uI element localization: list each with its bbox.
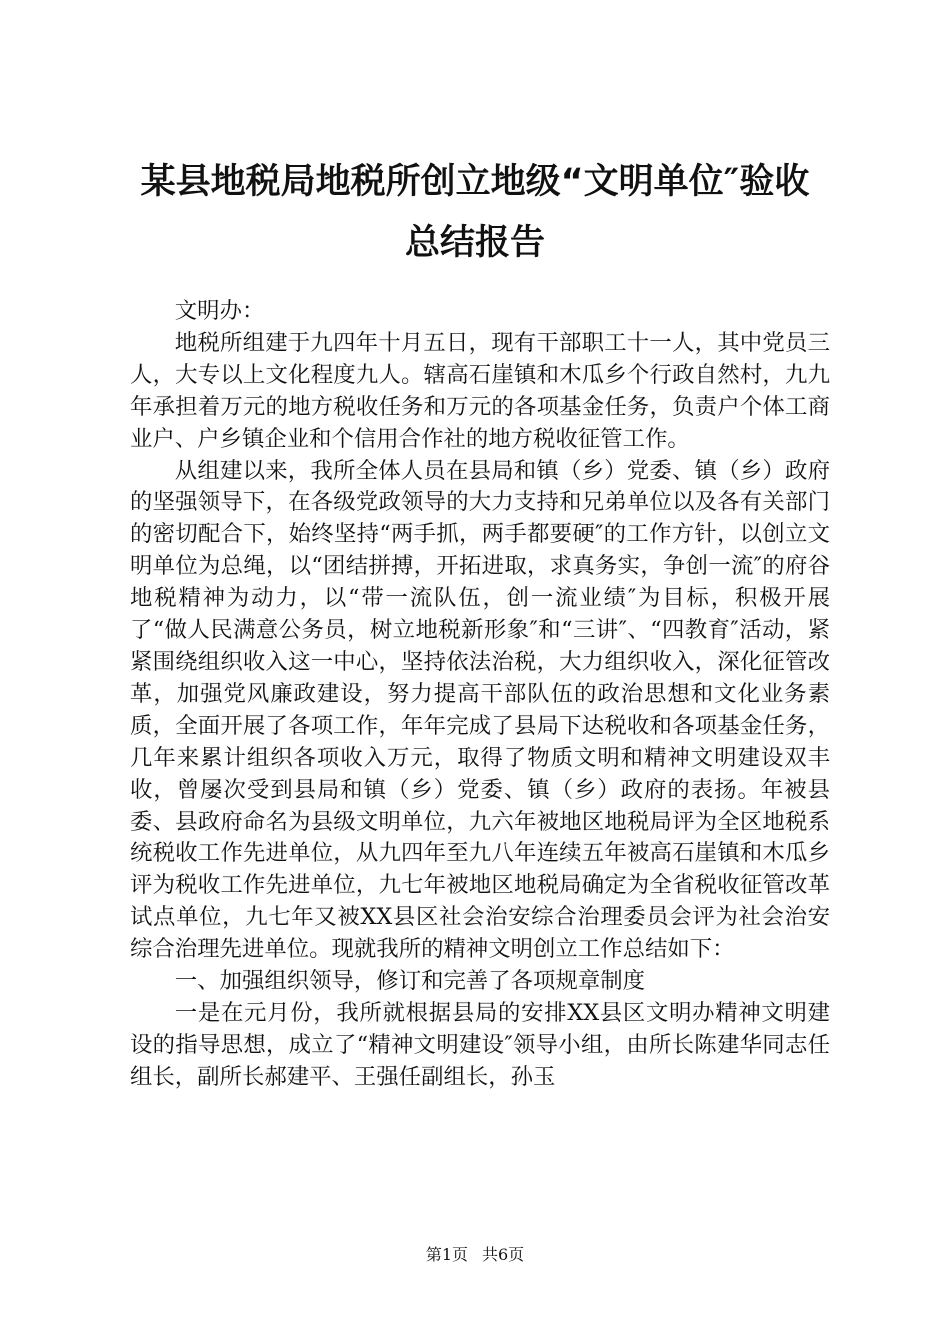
paragraph-2: 从组建以来，我所全体人员在县局和镇（乡）党委、镇（乡）政府的坚强领导下，在各级党政领导的大力支持和兄弟单位以及各有关部门的密切配合下，始终坚持“两手抓，两手都要硬″的工作方针，以创立文明单位为总绳，以“团结拼搏，开拓进取，求真务实，争创一流″的府谷地税精神为动力，以“带一流队伍，创一流业绩″为目标，积极开展了“做人民满意公务员，树立地税新形象″和“三讲″、“四教育″活动，紧紧围绕组织收入这一中心，坚持依法治税，大力组织收入，深化征管改革，加强党风廉政建设，努力提高干部队伍的政治思想和文化业务素质，全面开展了各项工作，年年完成了县局下达税收和各项基金任务，几年来累计组织各项收入万元，取得了物质文明和精神文明建设双丰收，曾屡次受到县局和镇（乡）党委、镇（乡）政府的表扬。年被县委、县政府命名为县级文明单位，九六年被地区地税局评为全区地税系统税收工作先进单位，从九四年至九八年连续五年被高石崖镇和木瓜乡评为税收工作先进单位，九七年被地区地税局确定为全省税收征管改革试点单位，九七年又被XX县区社会治安综合治理委员会评为社会治安综合治理先进单位。现就我所的精神文明创立工作总结如下： <box>130 457 830 963</box>
paragraph-1: 地税所组建于九四年十月五日，现有干部职工十一人，其中党员三人，大专以上文化程度九人。辖高石崖镇和木瓜乡个行政自然村，九九年承担着万元的地方税收任务和万元的各项基金任务，负责户个体工商业户、户乡镇企业和个信用合作社的地方税收征管工作。 <box>130 329 830 452</box>
page-footer <box>0 1242 950 1265</box>
document-body <box>130 296 830 1182</box>
salutation: 文明办： <box>174 298 265 324</box>
document-title-line-2: 总结报告 <box>404 223 545 263</box>
document-title-line-1: 某县地税局地税所创立地级“文明单位″验收 <box>140 162 810 202</box>
section-heading-1: 一、加强组织领导，修订和完善了各项规章制度 <box>174 968 645 995</box>
page-total: 共6页 <box>482 1245 525 1264</box>
paragraph-3: 一是在元月份，我所就根据县局的安排XX县区文明办精神文明建设的指导思想，成立了“精神文明建设″领导小组，由所长陈建华同志任组长，副所长郝建平、王强任副组长，孙玉 <box>130 999 830 1090</box>
page-number: 第1页 <box>425 1245 468 1264</box>
